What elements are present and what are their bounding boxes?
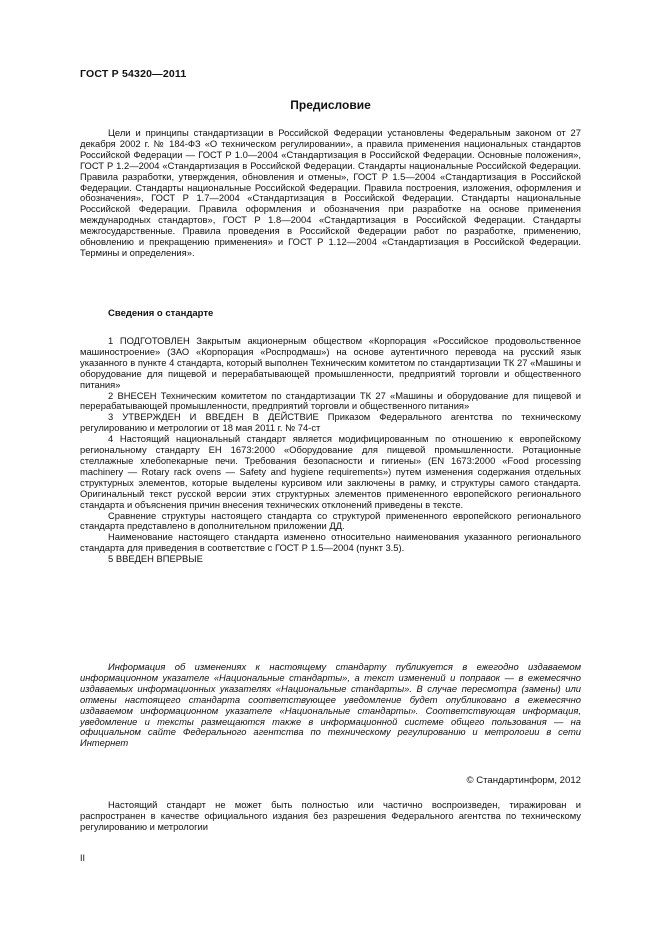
info-item-prepared: 1 ПОДГОТОВЛЕН Закрытым акционерным обществом «Корпорация «Российское продовольственное машиностроение» (ЗАО «Корпорация «Роспродмаш») на основе аутентичного перевода на русский язык указанного в пункте 4 стандарта, который выполнен Техническим комитетом по стандартизации ТК 27 «Машины и оборудование для пищевой и перерабатывающей промышленности, предприятий торговли и общественного питания»	[80, 335, 581, 390]
page-number: II	[80, 853, 86, 863]
info-item-first-introduced: 5 ВВЕДЕН ВПЕРВЫЕ	[108, 553, 203, 565]
info-item-modification: 4 Настоящий национальный стандарт является модифицированным по отношению к европейскому региональному стандарту ЕН 1673:2000 «Оборудование для пищевой промышленности. Ротационные стеллажные хлебопекарные печи. Требования безопасности и гигиены» (EN 1673:2000 «Food processing machinery — Rotary rack ovens — Safety and hygiene requirements») путем изменения содержания отдельных структурных элементов, которые выделены курсивом или заключены в рамку, и структуры самого стандарта. Оригинальный текст русской версии этих структурных элементов примененного европейского регионального стандарта и объяснения причин внесения технических отклонений приведены в тексте.	[80, 433, 581, 510]
changes-notice-section	[80, 662, 581, 749]
standard-info-section	[80, 336, 581, 565]
preface-paragraph: Цели и принципы стандартизации в Российской Федерации установлены Федеральным законом от 27 декабря 2002 г. № 184-ФЗ «О техническом регулировании», а правила применения национальных стандартов Российской Федерации — ГОСТ Р 1.0—2004 «Стандартизация в Российской Федерации. Основные положения», ГОСТ Р 1.2—2004 «Стандартизация в Российской Федерации. Стандарты национальные Российской Федерации. Правила разработки, утверждения, обновления и отмены», ГОСТ Р 1.5—2004 «Стандартизация в Российской Федерации. Стандарты национальные Российской Федерации. Правила построения, изложения, оформления и обозначения», ГОСТ Р 1.7—2004 «Стандартизация в Российской Федерации. Стандарты национальные Российской Федерации. Правила оформления и обозначения при разработке на основе применения международных стандартов», ГОСТ Р 1.8—2004 «Стандартизация в Российской Федерации. Стандарты межгосударственные. Правила проведения в Российской Федерации работ по разработке, применению, обновлению и прекращению применения» и ГОСТ Р 1.12—2004 «Стандартизация в Российской Федерации. Термины и определения».	[80, 127, 581, 258]
preface-title: Предисловие	[290, 98, 371, 112]
preface-section	[80, 128, 581, 259]
document-number: ГОСТ Р 54320—2011	[80, 68, 187, 80]
info-item-approved: 3 УТВЕРЖДЕН И ВВЕДЕН В ДЕЙСТВИЕ Приказом Федерального агентства по техническому регулированию и метрологии от 18 мая 2011 г. № 74-ст	[80, 411, 581, 434]
info-item-introduced: 2 ВНЕСЕН Техническим комитетом по стандартизации ТК 27 «Машины и оборудование для пищевой и перерабатывающей промышленности, предприятий торговли и общественного питания»	[80, 389, 581, 412]
rights-notice: Настоящий стандарт не может быть полностью или частично воспроизведен, тиражирован и распространен в качестве официального издания без разрешения Федерального агентства по техническому регулированию и метрологии	[80, 799, 581, 832]
changes-notice: Информация об изменениях к настоящему стандарту публикуется в ежегодно издаваемом информационном указателе «Национальные стандарты», а текст изменений и поправок — в ежемесячно издаваемых информационных указателях «Национальные стандарты». В случае пересмотра (замены) или отмены настоящего стандарта соответствующее уведомление будет опубликовано в ежемесячно издаваемом информационном указателе «Национальные стандарты». Соответствующая информация, уведомление и тексты размещаются также в информационной системе общего пользования — на официальном сайте Федерального агентства по техническому регулированию и метрологии в сети Интернет	[80, 661, 581, 749]
info-item-structure-comparison: Сравнение структуры настоящего стандарта со структурой примененного европейского регионального стандарта представлено в дополнительном приложении ДД.	[80, 509, 581, 532]
standard-info-title: Сведения о стандарте	[108, 308, 214, 319]
copyright-line: © Стандартинформ, 2012	[466, 775, 581, 786]
rights-section	[80, 800, 581, 833]
info-item-title-change: Наименование настоящего стандарта изменено относительно наименования указанного регионального стандарта для приведения в соответствие с ГОСТ Р 1.5—2004 (пункт 3.5).	[80, 531, 581, 554]
